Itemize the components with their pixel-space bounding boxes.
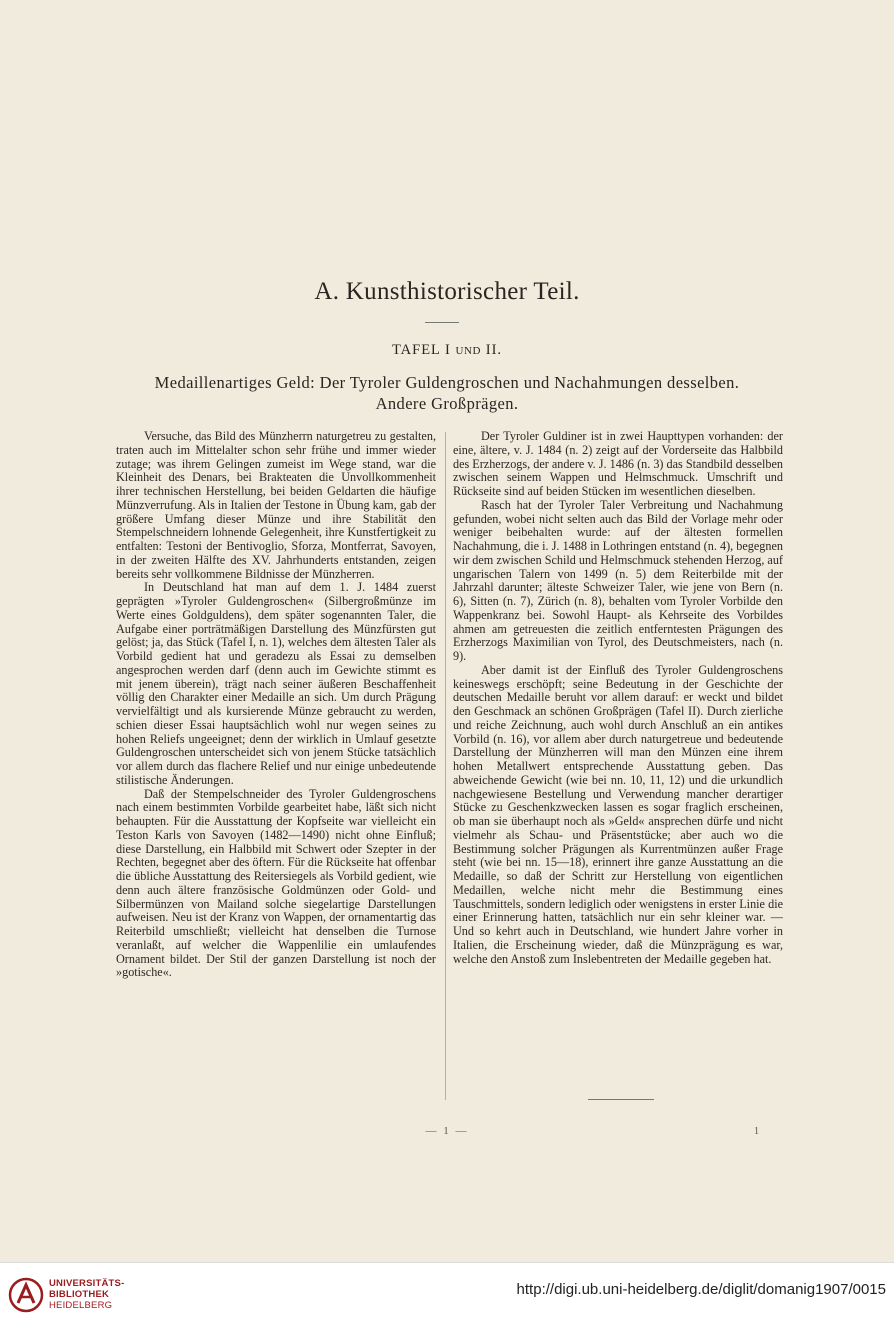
subtitle-line-2: Andere Großprägen. bbox=[375, 394, 519, 413]
chapter-subtitle bbox=[60, 372, 834, 414]
paragraph: Aber damit ist der Einfluß des Tyroler Guldengroschens keineswegs erschöpft; seine Bedeutung in der Geschichte der deutschen Medaille beruht vor allem darauf: er weckt und bildet den Geschmack an schönen Großprägen (Tafel II). Durch zierliche und reiche Zeichnung, auch wohl durch Anschluß an ein antikes Vorbild (n. 16), vor allem aber durch naturgetreue und bedeutende Darstellung der Münzherren will man den Münzen eine ihrem hohen Metallwert entsprechende Ausstattung geben. Das abweichende Gewicht (wie bei nn. 10, 11, 12) und die urkundlich nachgewiesene Bestellung und Verwendung mancher derartiger Stücke zu Geschenkzwecken lassen es sogar fraglich erscheinen, ob man sie überhaupt noch als »Geld« ansprechen dürfe und nicht vielmehr als Schau- und Präsentstücke; aber auch wo die Bestimmung solcher Prägungen als Kurrentmünzen außer Frage steht (wie bei nn. 15—18), erinnert ihre ganze Ausstattung an die Medaille, so daß der Schritt zur Herstellung von eigentlichen Medaillen, welche nicht mehr die Bestimmung eines Tauschmittels, sondern lediglich oder wenigstens in erster Linie die einer Erinnerung hatten, tatsächlich nur ein sehr kleiner war. — Und so kehrt auch in Deutschland, wie hundert Jahre vorher in Italien, die Erscheinung wieder, daß die Münzprägung es war, welche den Anstoß zum Inslebentreten der Medaille gegeben hat. bbox=[453, 662, 783, 966]
right-column bbox=[453, 430, 783, 1110]
plate-heading-und: UND bbox=[455, 345, 482, 357]
library-name[interactable] bbox=[49, 1278, 124, 1311]
library-name-line-1: UNIVERSITÄTS- bbox=[49, 1278, 125, 1289]
paragraph: In Deutschland hat man auf dem 1. J. 1484 zuerst geprägten »Tyroler Guldengroschen« (Silbergroßmünze im Werte eines Goldguldens), dem später sogenannten Taler, die Aufgabe einer porträtmäßigen Darstellung des Münzfürsten gut gelöst; ja, das Stück (Tafel I, n. 1), welches dem ältesten Taler als Vorbild gedient hat und geradezu als Essai zu demselben angesprochen werden darf (denn auch im Gewichte stimmt es mit jenem überein), trägt nach seiner äußeren Beschaffenheit völlig den Charakter einer Medaille an sich. Um durch Prägung vervielfältigt und als kursierende Münze gebraucht zu werden, schien dieser Essai hauptsächlich wohl nur wegen seines zu hohen Reliefs ungeeignet; denn der wirklich in Umlauf gesetzte Guldengroschen unterscheidet sich von jenem Stücke tatsächlich vor allem durch das flachere Relief und nur einige unbedeutende stilistische Änderungen. bbox=[116, 580, 436, 787]
sheet-number: 1 bbox=[754, 1126, 759, 1137]
plate-heading-prefix: TAFEL I bbox=[391, 342, 456, 358]
subtitle-line-1: Medaillenartiges Geld: Der Tyroler Guldengroschen und Nachahmungen desselben. bbox=[154, 373, 740, 392]
paragraph: Daß der Stempelschneider des Tyroler Guldengroschens nach einem bestimmten Vorbilde gearbeitet habe, läßt sich nicht behaupten. Für die Ausstattung der Kopfseite war vielleicht ein Teston Karls von Savoyen (1482—1490) nicht ohne Einfluß; diese Darstellung, ein Halbbild mit Schwert oder Szepter in der Rechten, begegnet aber des öftern. Für die Rückseite hat offenbar die übliche Ausstattung des Reitersiegels als Vorbild gedient, wie denn auch ältere französische Goldmünzen oder Gold- und Silbermünzen von Mailand solche siegelartige Darstellungen aufweisen. Neu ist der Kranz von Wappen, der ornamentartig das Reiterbild umschließt; vielleicht hat denselben die Turnose veranlaßt, auf welcher die Wappenlilie ein umlaufendes Ornament bildet. Der Stil der ganzen Darstellung ist noch der »gotische«. bbox=[116, 786, 436, 980]
university-library-logo-icon[interactable] bbox=[8, 1277, 44, 1313]
viewer-footer bbox=[0, 1262, 894, 1327]
library-name-line-2: BIBLIOTHEK bbox=[49, 1289, 110, 1300]
paragraph: Rasch hat der Tyroler Taler Verbreitung und Nachahmung gefunden, wobei nicht selten auch das Bild der Vorlage mehr oder weniger beibehalten wurde: auf der ältesten formellen Nachahmung, die i. J. 1488 in Lothringen entstand (n. 4), begegnen wir dem zwischen Schild und Helmschmuck stehenden Herzog, auf ungarischen Talern von 1499 (n. 5) dem Reiterbilde mit der Jahrzahl darunter; älteste Schweizer Taler, wie jene von Bern (n. 6), Sitten (n. 7), Zürich (n. 8), behalten vom Tyroler Vorbilde den Wappenkranz bei. Sowohl Haupt- als Kehrseite des Vorbildes ahmen am getreuesten die zeitlich entferntesten Prägungen des Erzherzogs Maximilian von Tyrol, des Deutschmeisters, nach (n. 9). bbox=[453, 497, 783, 663]
paragraph: Versuche, das Bild des Münzherrn naturgetreu zu gestalten, traten auch im Mittelalter schon sehr frühe und immer wieder zutage; was ihrem Gelingen zumeist im Wege stand, war die Kleinheit des Denars, bei Brakteaten die Unvollkommenheit ihrer technischen Herstellung, bei beiden Geldarten die häufige Münzverrufung. Als in Italien der Testone in Übung kam, gab der größere Umfang dieser Münze und ihre Stabilität den Stempelschneidern lohnende Gelegenheit, ihre Kunstfertigkeit zu entfalten: Testoni der Bentivoglio, Sforza, Montferrat, Savoyen, in der zweiten Hälfte des XV. Jahrhunderts entstanden, zeigen bereits sehr vollkommene Bildnisse der Münzherren. bbox=[116, 430, 436, 581]
section-title: A. Kunsthistorischer Teil. bbox=[314, 278, 580, 305]
column-divider bbox=[445, 432, 446, 1100]
title-rule bbox=[425, 322, 459, 323]
left-column bbox=[116, 430, 436, 1110]
plate-heading-suffix: II. bbox=[481, 342, 503, 358]
plate-heading bbox=[0, 342, 894, 359]
permalink-url[interactable]: http://digi.ub.uni-heidelberg.de/diglit/domanig1907/0015 bbox=[516, 1281, 886, 1298]
paragraph: Der Tyroler Guldiner ist in zwei Haupttypen vorhanden: der eine, ältere, v. J. 1484 (n. 2) zeigt auf der Vorderseite das Halbbild des Erzherzogs, der andere v. J. 1486 (n. 3) das Standbild desselben zwischen seinem Wappen und Helmschmuck. Umschrift und Rückseite sind auf beiden Stücken im wesentlichen dieselben. bbox=[453, 430, 783, 498]
page-number: — 1 — bbox=[425, 1125, 469, 1137]
library-name-line-3: HEIDELBERG bbox=[49, 1300, 113, 1311]
end-rule bbox=[588, 1099, 654, 1100]
